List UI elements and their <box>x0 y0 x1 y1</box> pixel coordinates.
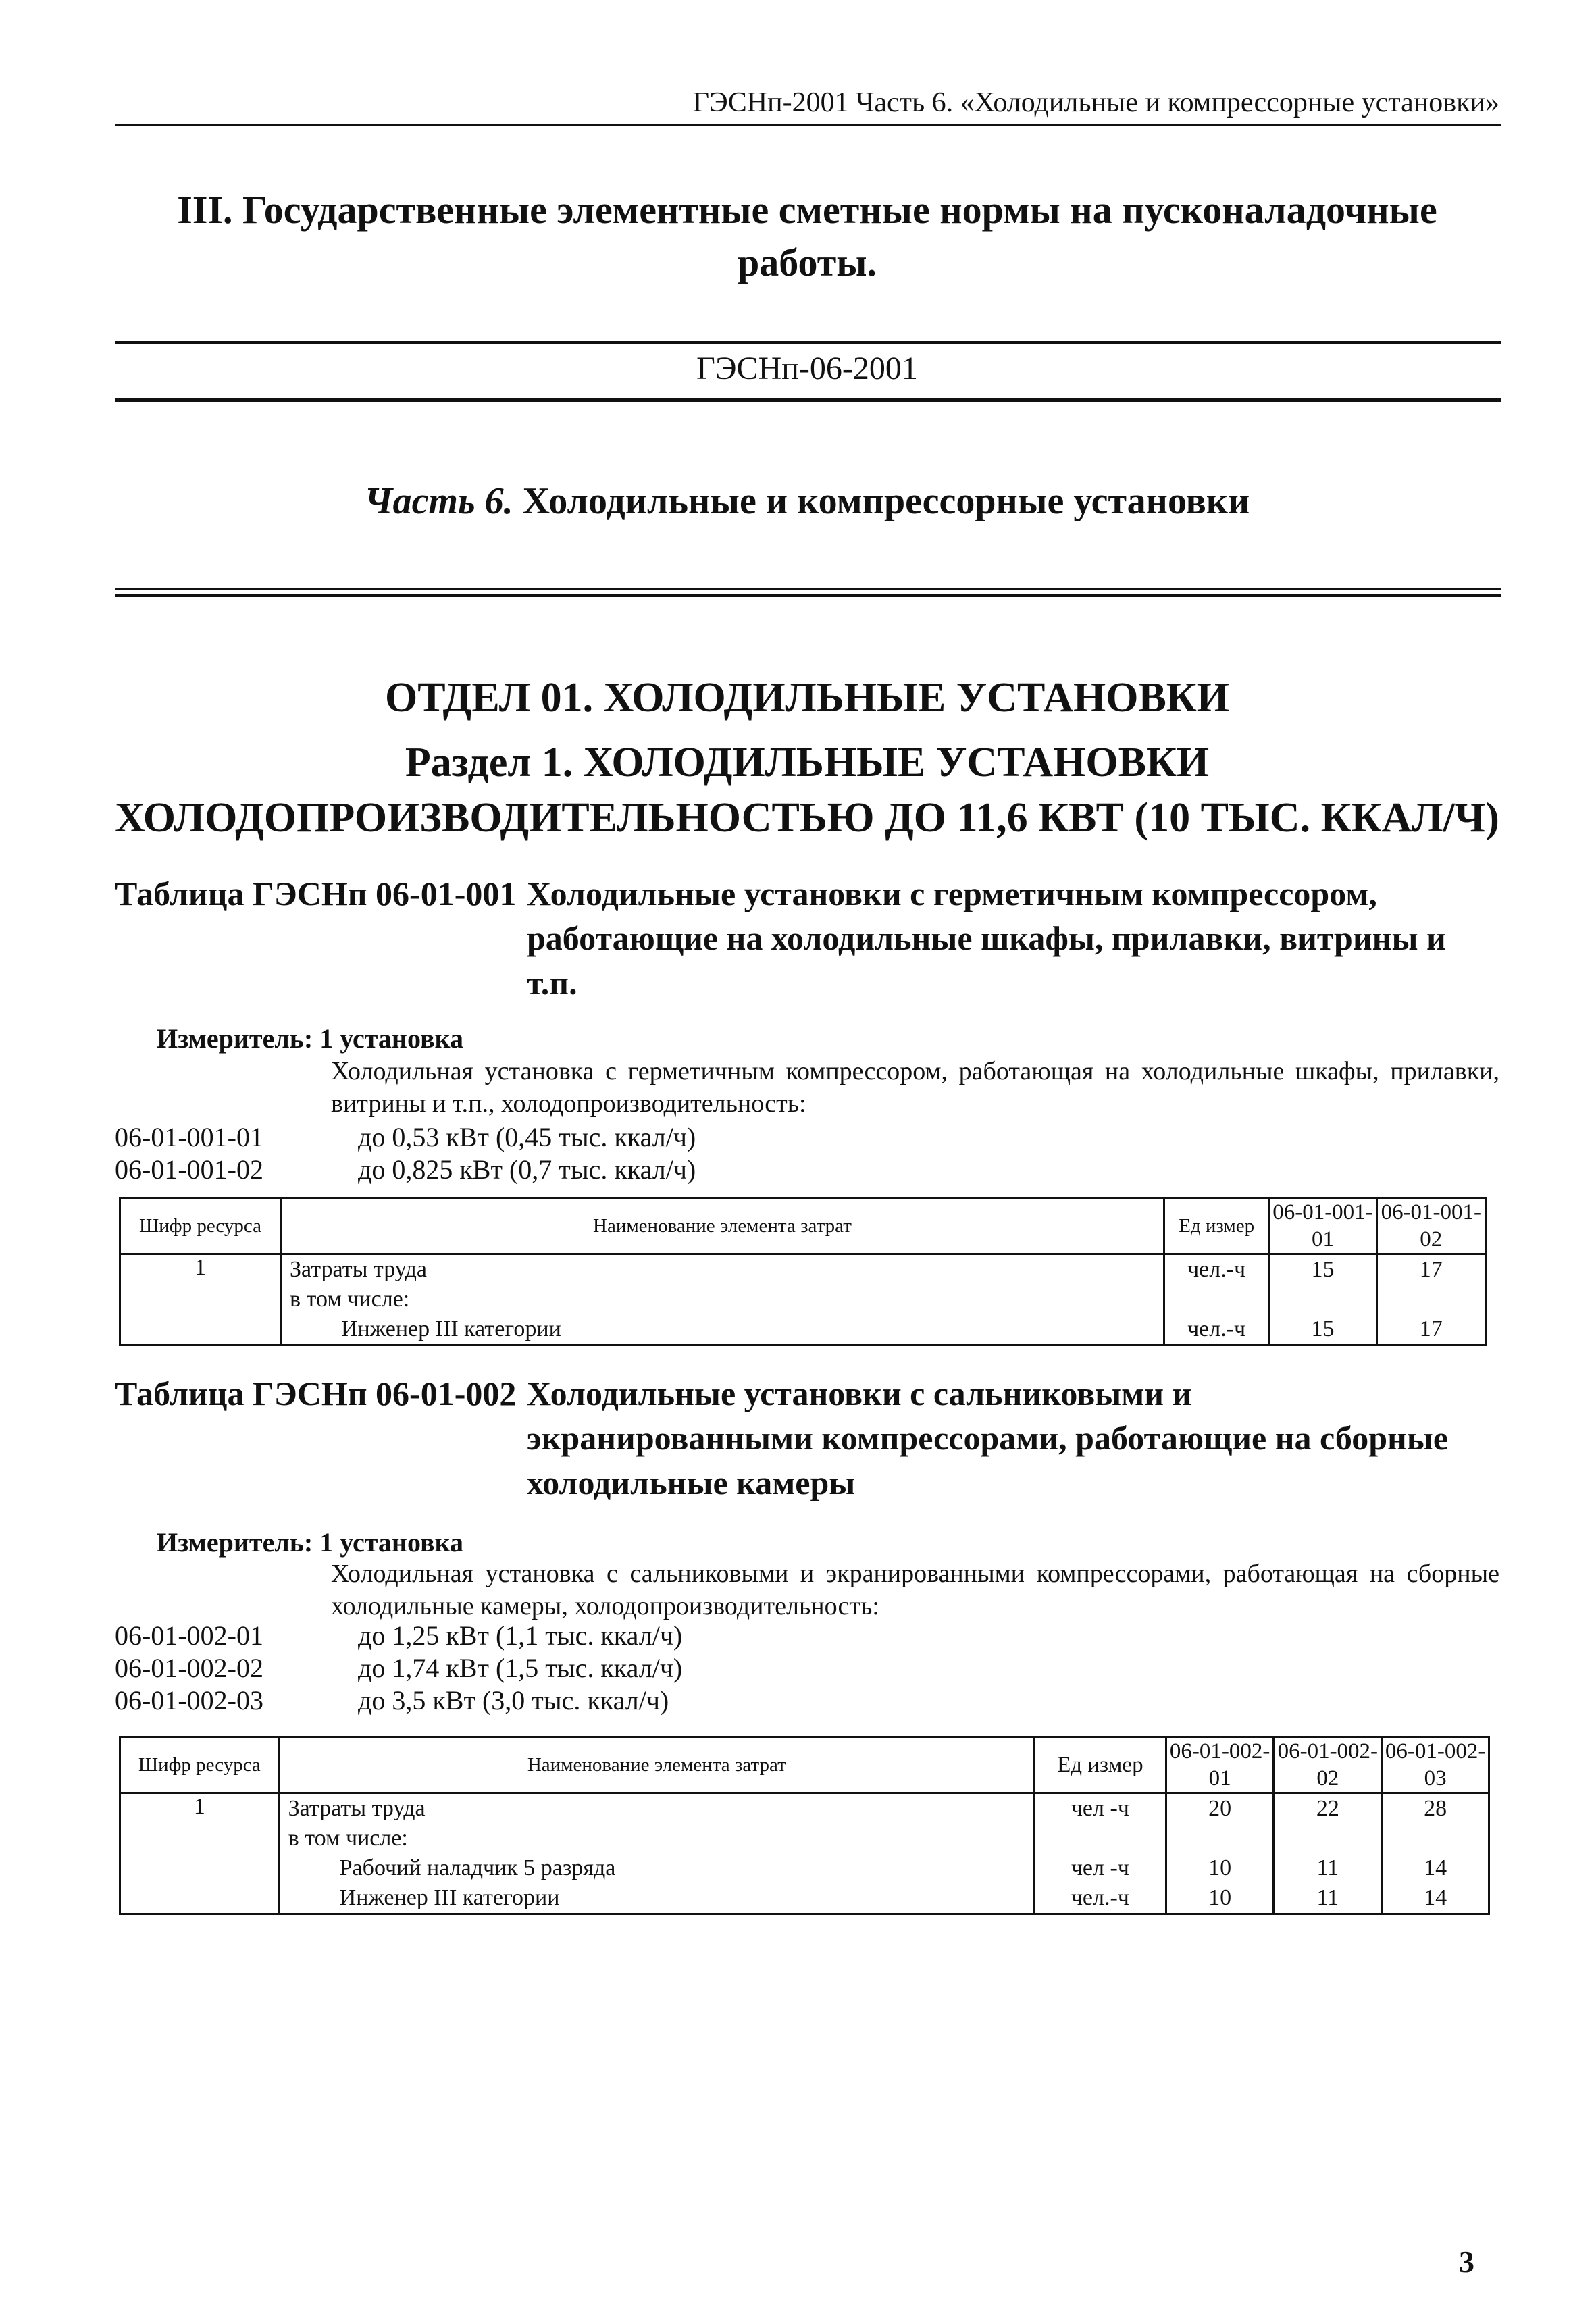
table-1-row-text: до 0,53 кВт (0,45 тыс. ккал/ч) <box>358 1122 696 1152</box>
table-1-row-code: 06-01-001-02 <box>115 1154 263 1185</box>
column-header-code: Шифр ресурса <box>120 1737 280 1793</box>
unit-value: чел.-ч <box>1071 1885 1129 1910</box>
resource-code-cell: 1 <box>120 1254 281 1345</box>
table-2-row-code: 06-01-002-01 <box>115 1620 263 1651</box>
table-1-row-text: до 0,825 кВт (0,7 тыс. ккал/ч) <box>358 1154 696 1185</box>
norm-value: 15 <box>1311 1316 1335 1341</box>
table-2-row-code: 06-01-002-02 <box>115 1653 263 1683</box>
section-title: Раздел 1. ХОЛОДИЛЬНЫЕ УСТАНОВКИ ХОЛОДОПРОИЗВОДИТЕЛЬНОСТЬЮ ДО 11,6 КВТ (10 ТЫС. ККАЛ/Ч) <box>115 740 1499 841</box>
norm-value-cell <box>1382 1793 1489 1914</box>
part-prefix: Часть 6. <box>364 480 513 522</box>
resource-unit-cell <box>1164 1254 1268 1345</box>
code-rule-top <box>115 341 1501 344</box>
table-row <box>120 1254 1486 1345</box>
norm-value: 10 <box>1208 1855 1232 1880</box>
table-2-label: Таблица ГЭСНп 06-01-002 <box>115 1374 517 1412</box>
norm-value: 15 <box>1311 1257 1335 1282</box>
norm-value <box>1275 1824 1381 1853</box>
norm-value-cell <box>1269 1254 1376 1345</box>
table-row <box>120 1793 1489 1914</box>
part-name: Холодильные и компрессорные установки <box>522 480 1250 522</box>
document-title: III. Государственные элементные сметные нормы на пусконаладочные работы. <box>177 188 1437 284</box>
code-rule-bottom <box>115 398 1501 402</box>
norm-value: 14 <box>1424 1885 1447 1910</box>
table-1-row-code: 06-01-001-01 <box>115 1122 263 1152</box>
resource-table-1 <box>119 1197 1487 1346</box>
norm-value: 17 <box>1419 1316 1443 1341</box>
norm-value <box>1167 1824 1273 1853</box>
norm-value-cell <box>1376 1254 1485 1345</box>
part-rule-2 <box>115 594 1501 597</box>
norm-value: 28 <box>1424 1796 1447 1821</box>
resource-unit-cell <box>1035 1793 1166 1914</box>
department-title: ОТДЕЛ 01. ХОЛОДИЛЬНЫЕ УСТАНОВКИ <box>385 675 1229 721</box>
resource-line: Инженер III категории <box>341 1316 561 1341</box>
column-header-norm: 06-01-001-01 <box>1269 1198 1376 1254</box>
column-header-norm: 06-01-001-02 <box>1376 1198 1485 1254</box>
resource-line: Затраты труда <box>288 1796 426 1821</box>
document-code: ГЭСНп-06-2001 <box>696 351 918 386</box>
table-1-measure: Измеритель: 1 установка <box>157 1023 463 1054</box>
table-2-row-text: до 3,5 кВт (3,0 тыс. ккал/ч) <box>358 1685 669 1716</box>
column-header-norm: 06-01-002-02 <box>1274 1737 1382 1793</box>
resource-code-cell: 1 <box>120 1793 280 1914</box>
table-2-description: Холодильная установка с сальниковыми и экранированными компрессорами, работающая на сборные холодильные камеры, холодопроизводительность: <box>331 1560 1499 1620</box>
resource-table-2 <box>119 1736 1490 1915</box>
unit-value: чел.-ч <box>1187 1316 1246 1341</box>
table-header-row <box>120 1198 1486 1254</box>
resource-line: Затраты труда <box>290 1257 428 1282</box>
norm-value: 20 <box>1208 1796 1232 1821</box>
page-number: 3 <box>1459 2244 1474 2279</box>
unit-value: чел -ч <box>1071 1855 1129 1880</box>
resource-line: Рабочий наладчик 5 разряда <box>339 1855 616 1880</box>
table-2-row-text: до 1,25 кВт (1,1 тыс. ккал/ч) <box>358 1620 683 1651</box>
norm-value: 22 <box>1316 1796 1339 1821</box>
norm-value: 10 <box>1208 1885 1232 1910</box>
unit-value: чел.-ч <box>1187 1257 1246 1282</box>
resource-name-cell <box>279 1793 1034 1914</box>
resource-line: в том числе: <box>288 1826 408 1851</box>
table-2-heading <box>115 1371 1499 1505</box>
resource-line: Инженер III категории <box>339 1885 560 1910</box>
norm-value: 11 <box>1316 1855 1339 1880</box>
norm-value: 11 <box>1316 1885 1339 1910</box>
norm-value-cell <box>1274 1793 1382 1914</box>
table-1-title: Холодильные установки с герметичным компрессором, работающие на холодильные шкафы, прилавки, витрины и т.п. <box>527 875 1446 1002</box>
table-1-label: Таблица ГЭСНп 06-01-001 <box>115 875 517 912</box>
unit-value: чел -ч <box>1071 1796 1129 1821</box>
resource-line: в том числе: <box>290 1287 410 1312</box>
resource-name-cell <box>281 1254 1164 1345</box>
norm-value: 17 <box>1419 1257 1443 1282</box>
part-title <box>115 480 1499 523</box>
norm-value-cell <box>1166 1793 1274 1914</box>
table-2-measure: Измеритель: 1 установка <box>157 1527 463 1558</box>
unit-value <box>1165 1285 1268 1314</box>
column-header-norm: 06-01-002-01 <box>1166 1737 1274 1793</box>
table-2-row-code: 06-01-002-03 <box>115 1685 263 1716</box>
part-rule-1 <box>115 588 1501 590</box>
column-header-unit: Ед измер <box>1035 1737 1166 1793</box>
table-1-description: Холодильная установка с герметичным компрессором, работающая на холодильные шкафы, прилавки, витрины и т.п., холодопроизводительность: <box>331 1057 1499 1118</box>
column-header-norm: 06-01-002-03 <box>1382 1737 1489 1793</box>
norm-value: 14 <box>1424 1855 1447 1880</box>
norm-value <box>1378 1285 1485 1314</box>
table-header-row <box>120 1737 1489 1793</box>
column-header-code: Шифр ресурса <box>120 1198 281 1254</box>
table-2-row-text: до 1,74 кВт (1,5 тыс. ккал/ч) <box>358 1653 683 1683</box>
column-header-unit: Ед измер <box>1164 1198 1268 1254</box>
norm-value <box>1383 1824 1488 1853</box>
unit-value <box>1035 1824 1165 1853</box>
running-header: ГЭСНп-2001 Часть 6. «Холодильные и компрессорные установки» <box>692 87 1499 118</box>
norm-value <box>1270 1285 1375 1314</box>
column-header-name: Наименование элемента затрат <box>281 1198 1164 1254</box>
header-rule <box>115 124 1501 126</box>
table-1-heading <box>115 871 1499 1005</box>
column-header-name: Наименование элемента затрат <box>279 1737 1034 1793</box>
table-2-title: Холодильные установки с сальниковыми и экранированными компрессорами, работающие на сборные холодильные камеры <box>527 1374 1449 1501</box>
